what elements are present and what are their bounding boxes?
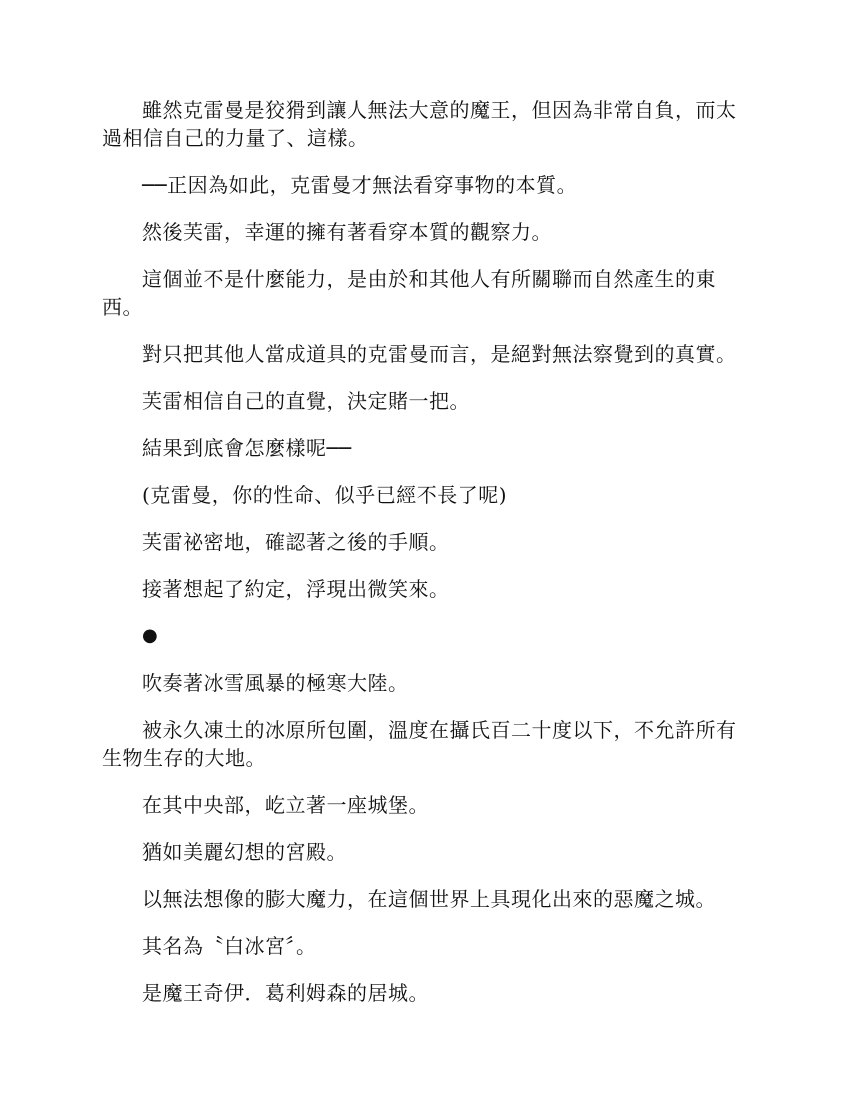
paragraph: (克雷曼，你的性命、似乎已經不長了呢): [142, 483, 508, 507]
paragraph: 對只把其他人當成道具的克雷曼而言，是絕對無法察覺到的真實。: [142, 342, 737, 366]
paragraph: 在其中央部，屹立著一座城堡。: [142, 793, 429, 817]
paragraph: 被永久凍土的冰原所包圍，溫度在攝氏百二十度以下，不允許所有生物生存的大地。: [102, 718, 737, 770]
paragraph: 然後芙雷，幸運的擁有著看穿本質的觀察力。: [142, 220, 552, 244]
paragraph: 雖然克雷曼是狡猾到讓人無法大意的魔王，但因為非常自負，而太過相信自己的力量了、這樣。: [102, 98, 737, 150]
body-text: [102, 96, 752, 1026]
paragraph: 猶如美麗幻想的宮殿。: [142, 840, 347, 864]
paragraph: 以無法想像的膨大魔力，在這個世界上具現化出來的惡魔之城。: [142, 887, 716, 911]
paragraph: 結果到底會怎麼樣呢──: [142, 436, 352, 460]
section-separator: ●: [142, 625, 158, 646]
paragraph: 接著想起了約定，浮現出微笑來。: [142, 577, 450, 601]
paragraph: 其名為〝白冰宮〞。: [142, 934, 317, 958]
paragraph: ──正因為如此，克雷曼才無法看穿事物的本質。: [142, 173, 578, 197]
paragraph: 芙雷祕密地，確認著之後的手順。: [142, 530, 450, 554]
paragraph: 這個並不是什麼能力，是由於和其他人有所關聯而自然產生的東西。: [102, 267, 716, 319]
paragraph: 是魔王奇伊．葛利姆森的居城。: [142, 981, 429, 1005]
paragraph: 吹奏著冰雪風暴的極寒大陸。: [142, 671, 409, 695]
paragraph: 芙雷相信自己的直覺，決定賭一把。: [142, 389, 470, 413]
